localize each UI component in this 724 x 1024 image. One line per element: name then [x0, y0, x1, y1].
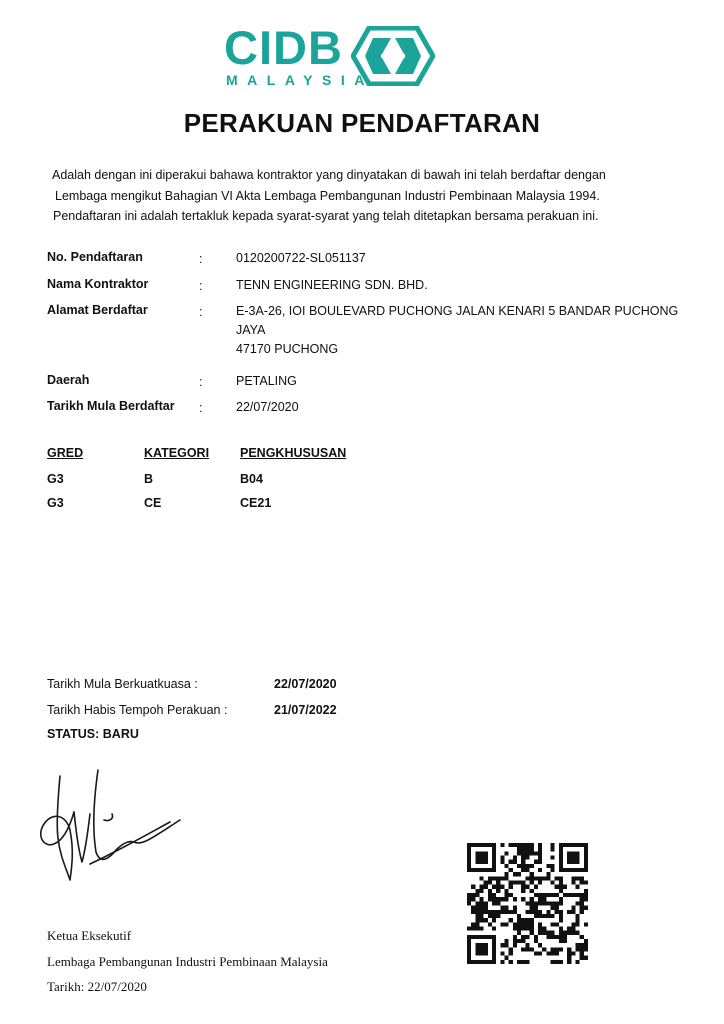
- registration-start-value: 22/07/2020: [236, 400, 299, 414]
- colon: :: [199, 375, 203, 389]
- cidb-logo: [224, 21, 438, 90]
- address-label: Alamat Berdaftar: [47, 303, 148, 317]
- contractor-name-value: TENN ENGINEERING SDN. BHD.: [236, 278, 428, 292]
- colon: :: [199, 252, 203, 266]
- category-header: KATEGORI: [144, 446, 210, 460]
- effective-date-label: Tarikh Mula Berkuatkuasa :: [47, 677, 198, 691]
- logo-wordmark: CIDB: [224, 21, 343, 74]
- issue-date: Tarikh: 22/07/2020: [47, 979, 147, 994]
- intro-line-3: Pendaftaran ini adalah tertakluk kepada syarat-syarat yang telah ditetapkan bersama perakuan ini.: [53, 209, 599, 223]
- registration-no-label: No. Pendaftaran: [47, 250, 143, 264]
- colon: :: [199, 305, 203, 319]
- grade-header: GRED: [47, 446, 84, 460]
- colon: :: [199, 401, 203, 415]
- signatory-title: Ketua Eksekutif: [47, 928, 132, 943]
- specialization-cell: B04: [240, 472, 263, 486]
- colon: :: [199, 279, 203, 293]
- expiry-date-label: Tarikh Habis Tempoh Perakuan :: [47, 703, 228, 717]
- cidb-emblem-icon: [351, 26, 435, 86]
- document-title: PERAKUAN PENDAFTARAN: [183, 108, 541, 138]
- grade-cell: G3: [47, 472, 64, 486]
- category-cell: B: [144, 472, 154, 486]
- address-line-2: JAYA: [236, 323, 266, 337]
- qr-code-icon: [467, 843, 588, 964]
- specialization-header: PENGKHUSUSAN: [240, 446, 347, 460]
- district-value: PETALING: [236, 374, 297, 388]
- expiry-date-value: 21/07/2022: [274, 703, 337, 717]
- intro-line-1: Adalah dengan ini diperakui bahawa kontraktor yang dinyatakan di bawah ini telah berdaftar dengan: [52, 168, 606, 182]
- specialization-cell: CE21: [240, 496, 272, 510]
- status-text: STATUS: BARU: [47, 727, 139, 741]
- logo-country: MALAYSIA: [226, 72, 374, 88]
- category-cell: CE: [144, 496, 162, 510]
- signatory-organization: Lembaga Pembangunan Industri Pembinaan Malaysia: [47, 954, 328, 969]
- address-line-3: 47170 PUCHONG: [236, 342, 339, 356]
- effective-date-value: 22/07/2020: [274, 677, 337, 691]
- intro-line-2: Lembaga mengikut Bahagian VI Akta Lembaga Pembangunan Industri Pembinaan Malaysia 1994.: [55, 189, 600, 203]
- registration-start-label: Tarikh Mula Berdaftar: [47, 399, 175, 413]
- grade-cell: G3: [47, 496, 64, 510]
- contractor-name-label: Nama Kontraktor: [47, 277, 149, 291]
- registration-no-value: 0120200722-SL051137: [236, 251, 366, 265]
- signature-icon: [30, 768, 200, 888]
- address-line-1: E-3A-26, IOI BOULEVARD PUCHONG JALAN KENARI 5 BANDAR PUCHONG: [236, 304, 679, 318]
- district-label: Daerah: [47, 373, 90, 387]
